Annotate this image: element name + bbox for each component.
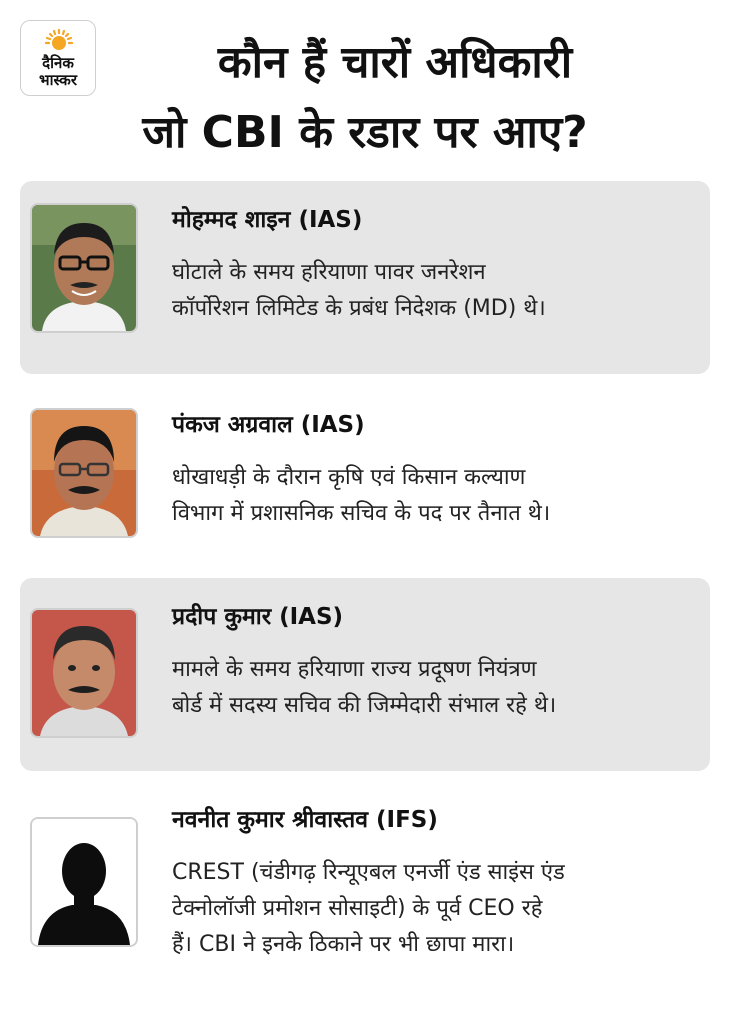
officer-desc-1-line2: कॉर्पोरेशन लिमिटेड के प्रबंध निदेशक (MD) थे। [172,296,546,321]
officer-desc-3-line1: मामले के समय हरियाणा राज्य प्रदूषण नियंत्रण [172,657,537,682]
officer-photo-2 [30,408,138,538]
officer-desc-1-line1: घोटाले के समय हरियाणा पावर जनरेशन [172,260,486,285]
officer-photo-3 [30,608,138,738]
logo-text-line1: दैनिक [42,54,74,72]
officer-photo-1 [30,203,138,333]
officer-card-1 [20,181,710,374]
officer-card-3 [20,578,710,771]
officer-name-4: नवनीत कुमार श्रीवास्तव (IFS) [172,807,438,833]
officer-name-3: प्रदीप कुमार (IAS) [172,604,344,630]
officer-desc-2 [172,460,702,532]
officer-desc-4-line1: CREST (चंडीगढ़ रिन्यूएबल एनर्जी एंड साइंस एंड [172,860,565,885]
person-silhouette-icon [32,819,136,945]
officer-name-1: मोहम्मद शाइन (IAS) [172,207,363,233]
officer-desc-3-line2: बोर्ड में सदस्य सचिव की जिम्मेदारी संभाल रहे थे। [172,693,557,718]
officer-card-2 [20,386,710,566]
officer-desc-4 [172,855,702,963]
officer-desc-3 [172,652,702,724]
officer-name-2: पंकज अग्रवाल (IAS) [172,412,365,438]
officer-photo-placeholder-4 [30,817,138,947]
logo-text-line2: भास्कर [39,71,77,89]
officer-desc-2-line1: धोखाधड़ी के दौरान कृषि एवं किसान कल्याण [172,465,526,490]
officer-desc-1 [172,255,702,327]
officer-desc-4-line3: हैं। CBI ने इनके ठिकाने पर भी छापा मारा। [172,932,515,957]
officer-desc-4-line2: टेक्नोलॉजी प्रमोशन सोसाइटी) के पूर्व CEO रहे [172,896,543,921]
officer-card-4 [20,783,710,998]
officer-desc-2-line2: विभाग में प्रशासनिक सचिव के पद पर तैनात थे। [172,501,551,526]
page-title-line1: कौन हैं चारों अधिकारी [217,37,573,88]
page-title-line2: जो CBI के रडार पर आए? [142,107,588,158]
